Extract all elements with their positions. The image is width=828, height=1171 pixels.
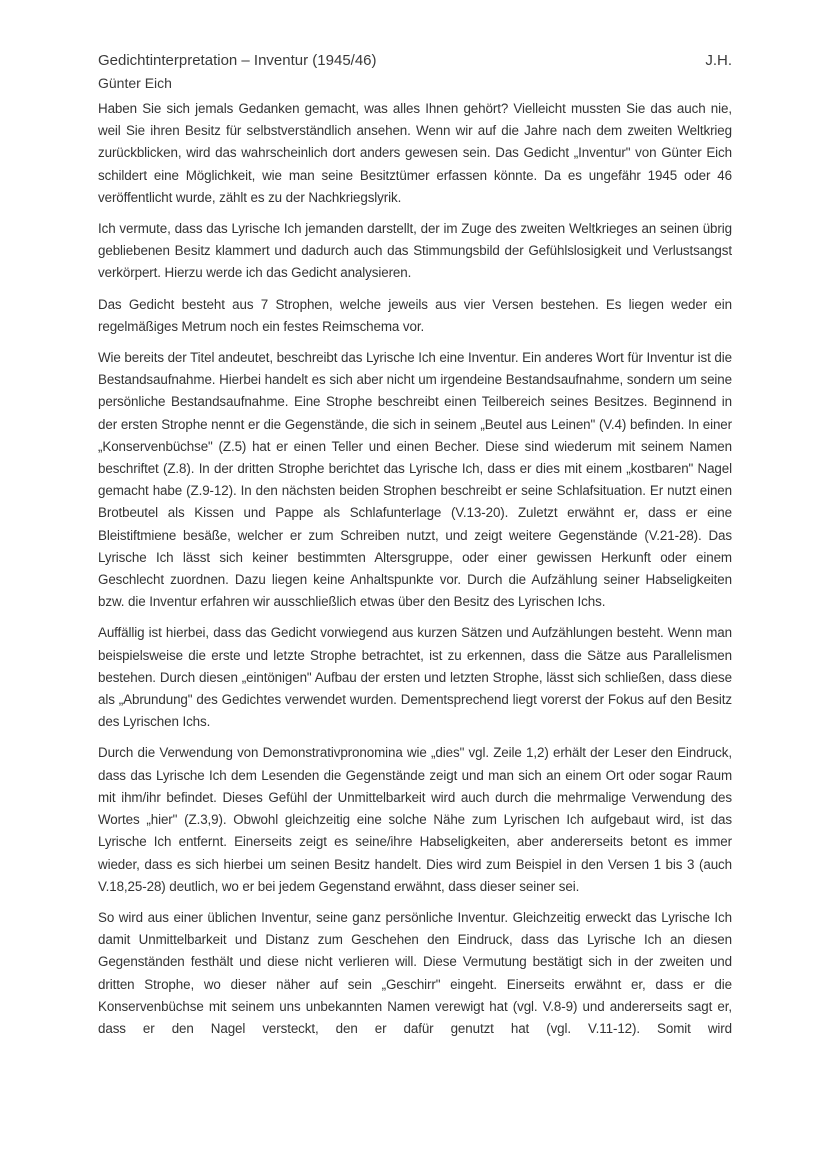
paragraph-language: Durch die Verwendung von Demonstrativpronomina wie „dies" vgl. Zeile 1,2) erhält der Leser den Eindruck, dass das Lyrische Ich dem Lesenden die Gegenstände zeigt und man sich an einem Ort oder sogar Raum mit ihm/ihr befindet. Dieses Gefühl der Unmittelbarkeit wird auch durch die mehrmalige Verwendung des Wortes „hier" (Z.3,9). Obwohl gleichzeitig eine solche Nähe zum Lyrischen Ich aufgebaut wird, ist das Lyrische Ich entfernt. Einerseits zeigt es seine/ihre Habseligkeiten, aber andererseits betont es immer wieder, dass es sich hierbei um seinen Besitz handelt. Dies wird zum Beispiel in den Versen 1 bis 3 (auch V.18,25-28) deutlich, wo er bei jedem Gegenstand erwähnt, dass dieser seiner sei. — [98, 745, 732, 894]
document-header — [98, 50, 732, 72]
document-title: Gedichtinterpretation – Inventur (1945/46) — [98, 52, 377, 69]
author-initials: J.H. — [705, 52, 732, 69]
paragraph-introduction: Haben Sie sich jemals Gedanken gemacht, was alles Ihnen gehört? Vielleicht mussten Sie das auch nie, weil Sie ihren Besitz für selbstverständlich ansehen. Wenn wir auf die Jahre nach dem zweiten Weltkrieg zurückblicken, wird das wahrscheinlich dort anders gewesen sein. Das Gedicht „Inventur" von Günter Eich schildert eine Möglichkeit, wie man seine Besitztümer erfassen könnte. Da es ungefähr 1945 oder 46 veröffentlicht wurde, zählt es zu der Nachkriegslyrik. — [98, 101, 732, 205]
paragraph-interpretation: So wird aus einer üblichen Inventur, seine ganz persönliche Inventur. Gleichzeitig erweckt das Lyrische Ich damit Unmittelbarkeit und Distanz zum Geschehen den Eindruck, dass das Lyrische Ich an diesen Gegenständen festhält und diese nicht verlieren will. Diese Vermutung bestätigt sich in der zweiten und dritten Strophe, wo dieser näher auf sein „Geschirr" eingeht. Einerseits erwähnt er, dass er die Konservenbüchse mit seinem uns unbekannten Namen verewigt hat (vgl. V.8-9) und andererseits sagt er, dass er den Nagel versteckt, den er dafür genutzt hat (vgl. V.11-12). Somit wird — [98, 909, 732, 1036]
paragraph-structure: Auffällig ist hierbei, dass das Gedicht vorwiegend aus kurzen Sätzen und Aufzählungen besteht. Wenn man beispielsweise die erste und letzte Strophe betrachtet, ist zu erkennen, dass die Sätze aus Parallelismen bestehen. Durch diesen „eintönigen" Aufbau der ersten und letzten Strophe, lässt sich schließen, dass diese als „Abrundung" des Gedichtes verwendet wurden. Dementsprechend liegt vorerst der Fokus auf den Besitz des Lyrischen Ichs. — [98, 625, 732, 730]
poet-name: Günter Eich — [98, 75, 172, 91]
paragraph-content: Wie bereits der Titel andeutet, beschreibt das Lyrische Ich eine Inventur. Ein anderes Wort für Inventur ist die Bestandsaufnahme. Hierbei handelt es sich aber nicht um irgendeine Bestandsaufnahme, sondern um seine persönliche Bestandsaufnahme. Eine Strophe beschreibt einen Teilbereich seines Besitzes. Beginnend in der ersten Strophe nennt er die Gegenstände, die sich in seinem „Beutel aus Leinen" (V.4) befinden. In einer „Konservenbüchse" (Z.5) hat er einen Teller und einen Becher. Diese sind wiederum mit seinem Namen beschriftet (Z.8). In der dritten Strophe berichtet das Lyrische Ich, dass er dies mit einem „kostbaren" Nagel gemacht habe (Z.9-12). In den nächsten beiden Strophen beschreibt er seine Schlafsituation. Er nutzt einen Brotbeutel als Kissen und Pappe als Schlafunterlage (V.13-20). Zuletzt erwähnt er, dass er eine Bleistiftmiene besäße, welcher er zum Schreiben nutzt, und zeigt weitere Gegenstände (V.21-28). Das Lyrische Ich lässt sich keiner bestimmten Altersgruppe, oder einer gewissen Herkunft oder einem Geschlecht zuordnen. Dazu liegen keine Anhaltspunkte vor. Durch die Aufzählung seiner Habseligkeiten bzw. die Inventur erfahren wir ausschließlich etwas über den Besitz des Lyrischen Ichs. — [98, 350, 732, 610]
paragraph-form: Das Gedicht besteht aus 7 Strophen, welche jeweils aus vier Versen bestehen. Es liegen weder ein regelmäßiges Metrum noch ein festes Reimschema vor. — [98, 296, 732, 334]
document-page — [98, 50, 732, 1049]
paragraph-hypothesis: Ich vermute, dass das Lyrische Ich jemanden darstellt, der im Zuge des zweiten Weltkrieges an seinen übrig gebliebenen Besitz klammert und dadurch auch das Stimmungsbild der Gefühlslosigkeit und Verlustsangst verkörpert. Hierzu werde ich das Gedicht analysieren. — [98, 221, 732, 281]
